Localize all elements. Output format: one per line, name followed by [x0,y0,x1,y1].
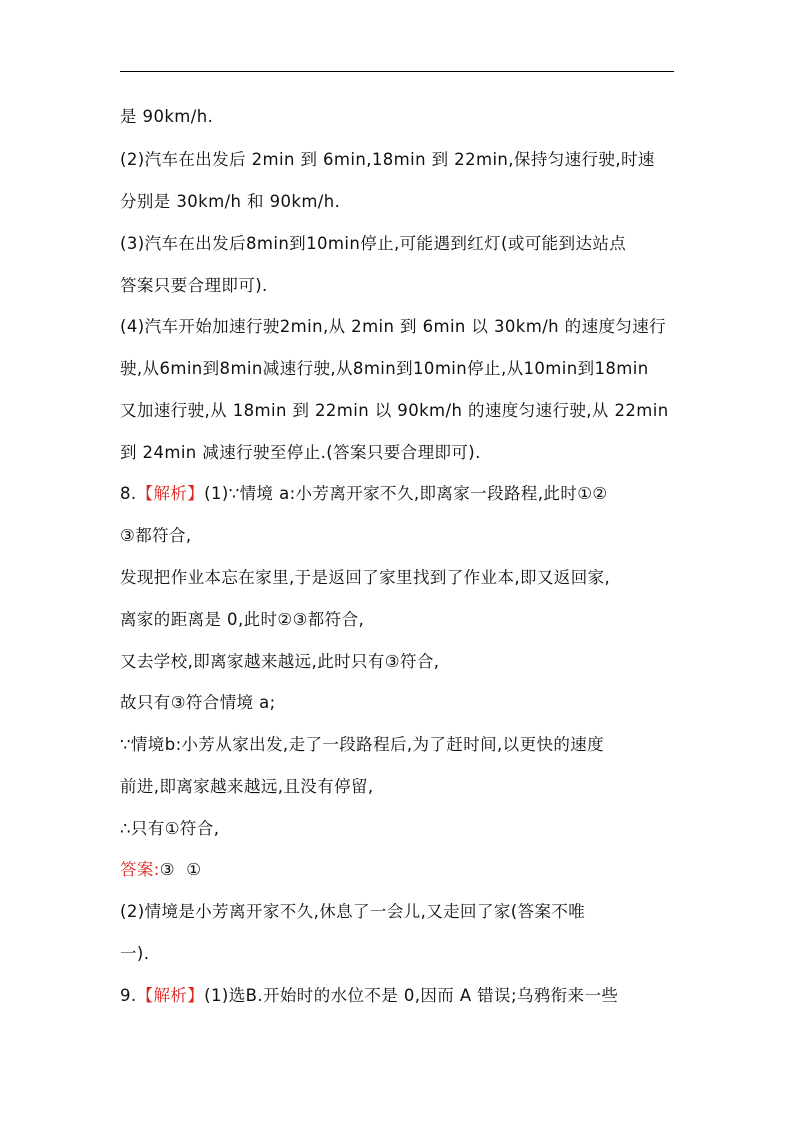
text-line: 前进,即离家越来越远,且没有停留, [120,777,374,796]
text-line: ∴只有①符合, [120,819,220,838]
question-number: 9. [120,986,137,1005]
text-line: 故只有③符合情境 a; [120,693,276,712]
text-line: 是 90km/h. [120,107,214,126]
answer-line: 答案:③ ① [120,860,202,879]
text-line: (3)汽车在出发后8min到10min停止,可能遇到红灯(或可能到达站点 [120,234,627,253]
text-line: (2)汽车在出发后 2min 到 6min,18min 到 22min,保持匀速行驶,时速 [120,150,655,169]
text-line: 发现把作业本忘在家里,于是返回了家里找到了作业本,即又返回家, [120,568,611,587]
text-line: ∵情境b:小芳从家出发,走了一段路程后,为了赶时间,以更快的速度 [120,735,605,754]
text-line: ③都符合, [120,526,192,545]
text-line: (2)情境是小芳离开家不久,休息了一会儿,又走回了家(答案不唯 [120,902,586,921]
text-line: 离家的距离是 0,此时②③都符合, [120,610,365,629]
question-number: 8. [120,484,137,503]
analysis-tag: 【解析】 [136,484,205,503]
text-line: (4)汽车开始加速行驶2min,从 2min 到 6min 以 30km/h 的速度匀速行 [120,317,667,336]
text-line: 驶,从6min到8min减速行驶,从8min到10min停止,从10min到18min [120,359,649,378]
text-line: 到 24min 减速行驶至停止.(答案只要合理即可). [120,443,481,462]
text-line: 又加速行驶,从 18min 到 22min 以 90km/h 的速度匀速行驶,从 22min [120,401,669,420]
text-line: 9.【解析】(1)选B.开始时的水位不是 0,因而 A 错误;乌鸦衔来一些 [120,986,619,1005]
text-line: 一). [120,944,150,963]
text-line: 8.【解析】(1)∵情境 a:小芳离开家不久,即离家一段路程,此时①② [120,484,608,503]
header-rule [120,71,674,72]
text-line: 又去学校,即离家越来越远,此时只有③符合, [120,652,440,671]
answer-tag: 答案: [120,860,160,879]
text-line: 答案只要合理即可). [120,276,268,295]
analysis-tag: 【解析】 [136,986,205,1005]
text-line: 分别是 30km/h 和 90km/h. [120,192,341,211]
